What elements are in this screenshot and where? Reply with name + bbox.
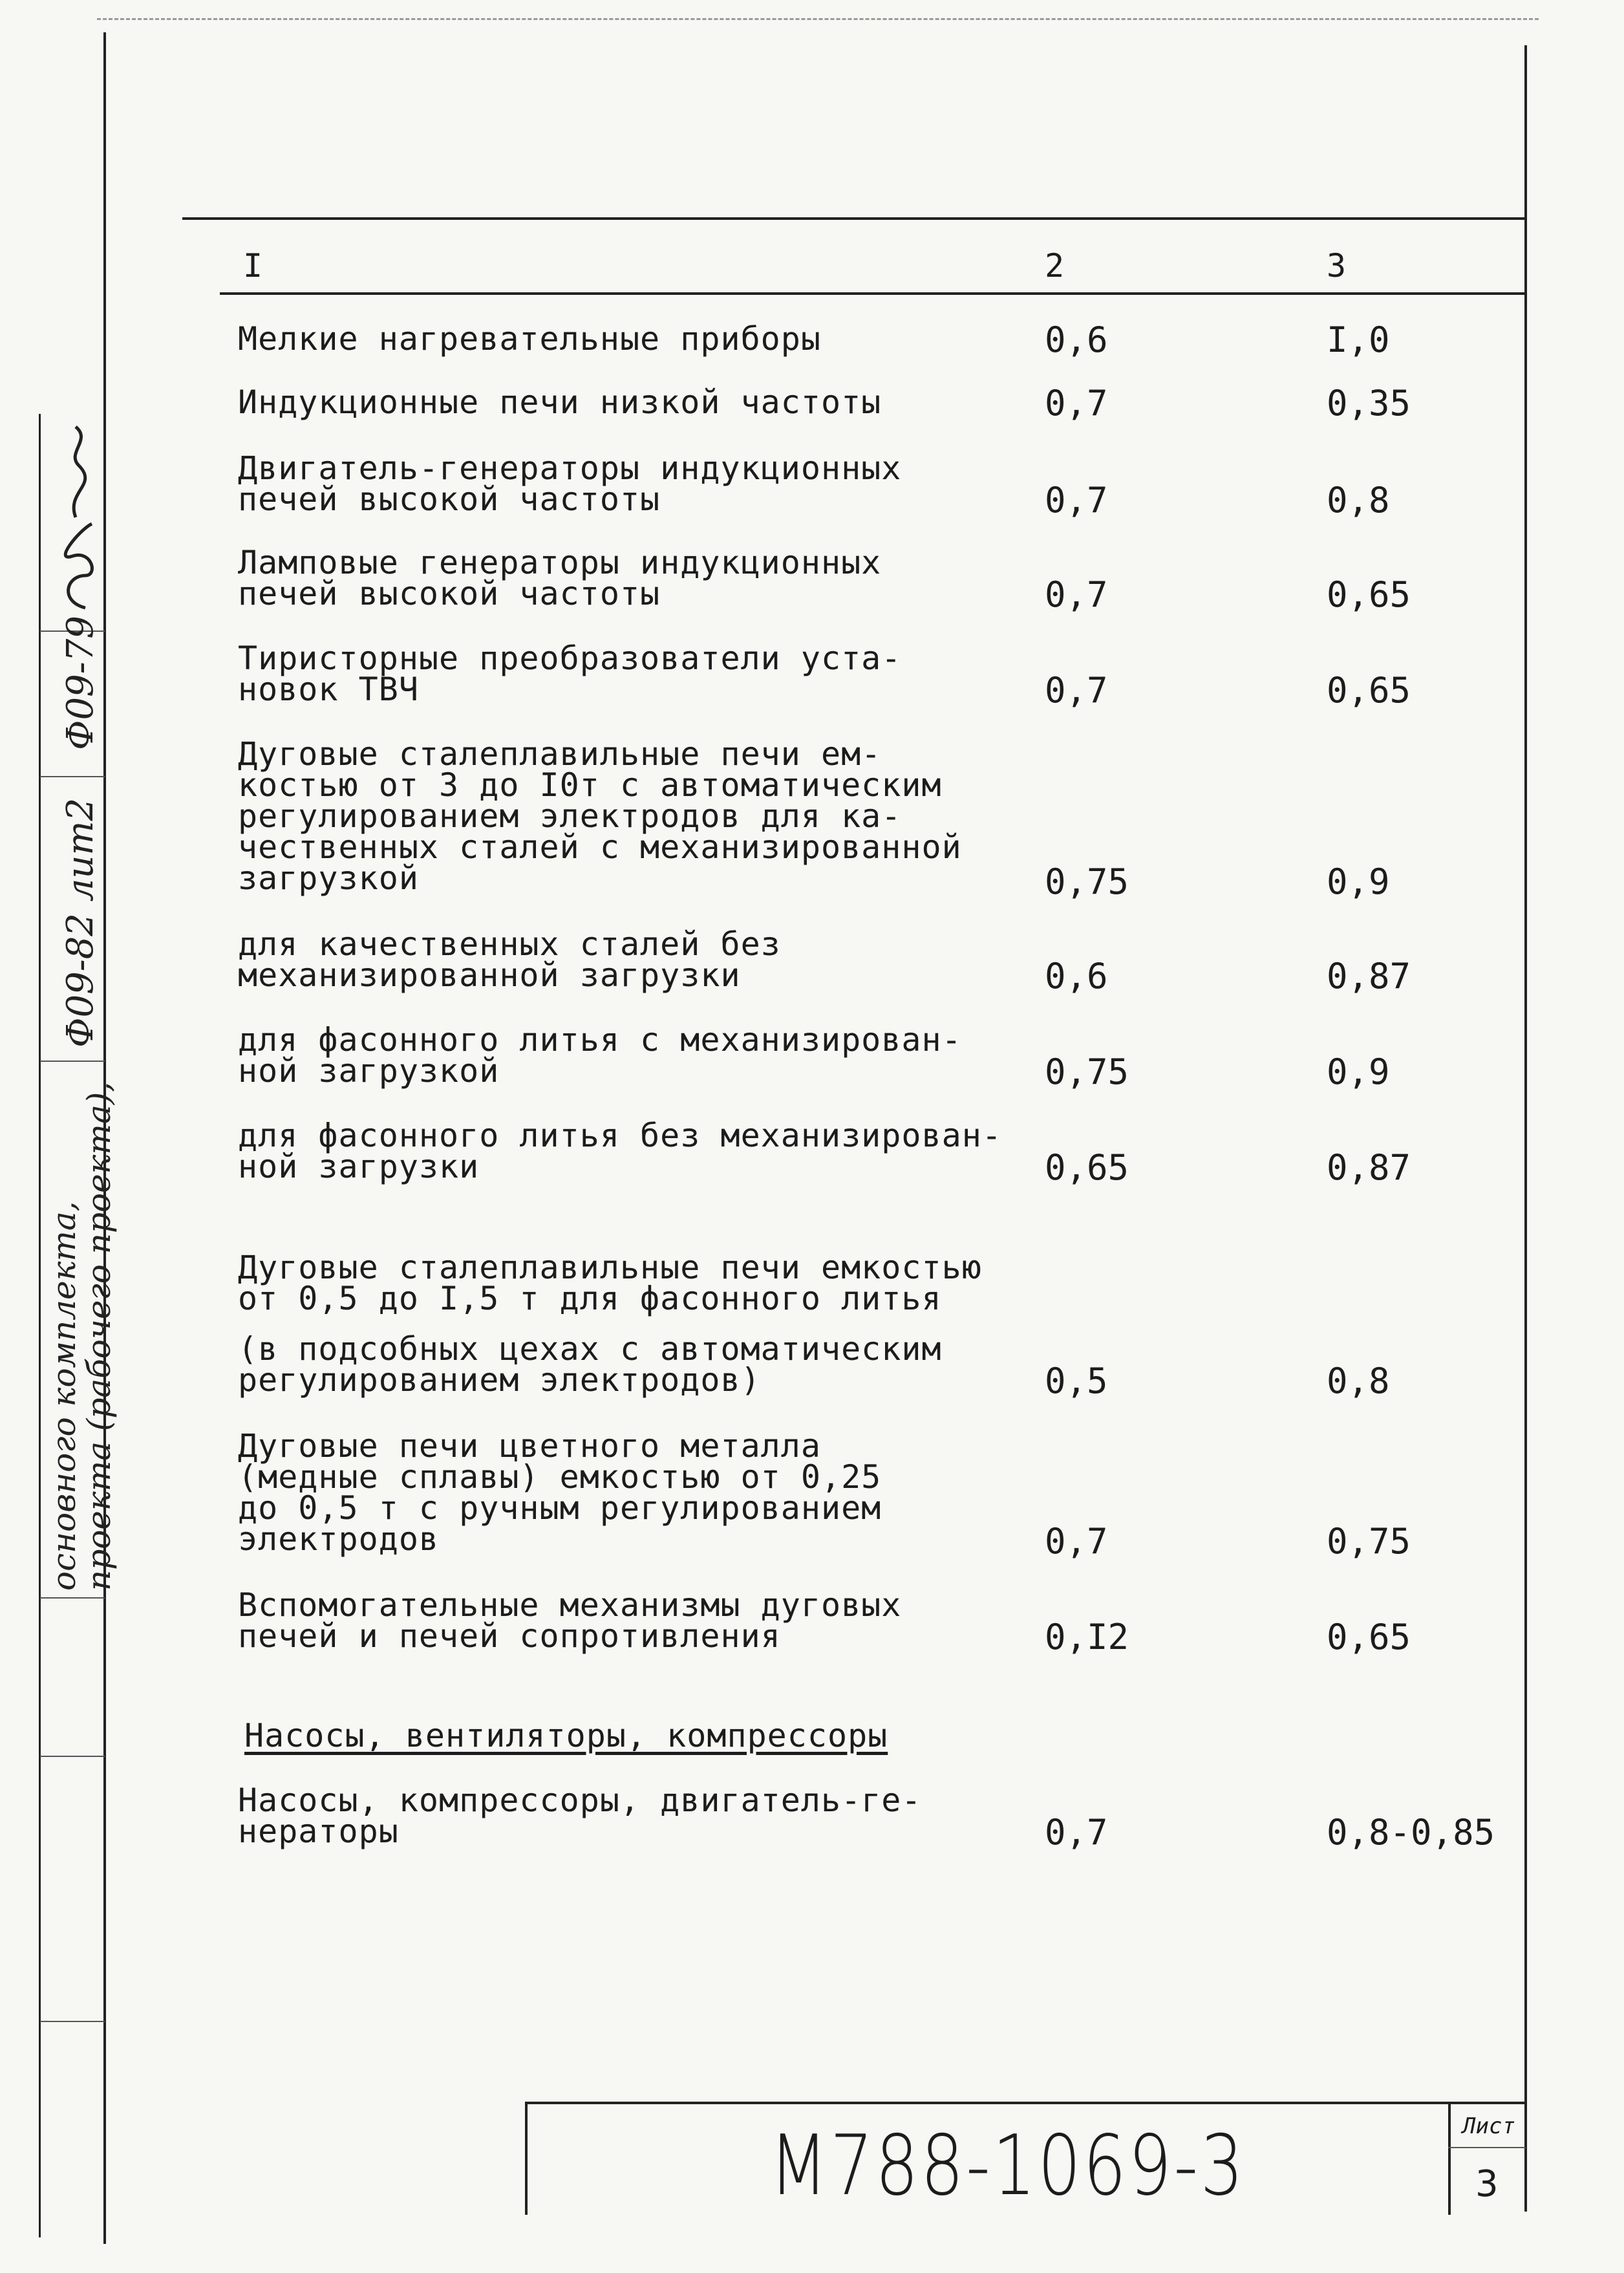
- margin-divider: [40, 776, 105, 777]
- table-top-line: [182, 217, 1526, 220]
- row-value-col2: 0,7: [1045, 1812, 1108, 1853]
- row-value-col3: I,0: [1327, 319, 1390, 360]
- row-value-col2: 0,75: [1045, 861, 1129, 902]
- row-value-col3: 0,8-0,85: [1327, 1812, 1495, 1853]
- row-value-col3: 0,75: [1327, 1521, 1411, 1562]
- margin-divider: [40, 1597, 105, 1599]
- sheet-label: Лист: [1462, 2113, 1515, 2139]
- margin-divider: [40, 1061, 105, 1062]
- row-description: Ламповые генераторы индукционных печей высокой частоты: [238, 544, 882, 612]
- row-value-col3: 0,35: [1327, 383, 1411, 424]
- side-ref-f09-82: Ф09-82 лит2: [59, 797, 102, 1048]
- row-value-col3: 0,87: [1327, 1147, 1411, 1188]
- margin-divider: [40, 2021, 105, 2022]
- row-value-col2: 0,75: [1045, 1051, 1129, 1092]
- sheet-number: 3: [1475, 2163, 1499, 2205]
- header-separator-line: [220, 292, 1526, 295]
- row-description: Дуговые сталеплавильные печи ем- костью от 3 до I0т с автоматическим регулированием электродов для ка- чественных сталей с механизированной загрузкой: [238, 735, 962, 897]
- row-description: для фасонного литья с механизирован- ной загрузкой: [238, 1021, 962, 1090]
- section-title-pumps: Насосы, вентиляторы, компрессоры: [244, 1717, 888, 1754]
- row-value-col2: 0,5: [1045, 1361, 1108, 1401]
- row-value-col2: 0,65: [1045, 1147, 1129, 1188]
- row-description: Тиристорные преобразователи уста- новок ТВЧ: [238, 640, 902, 708]
- stamp-left-line: [525, 2102, 528, 2215]
- side-ref-f09-79: Ф09-79: [59, 616, 102, 750]
- row-value-col2: 0,7: [1045, 480, 1108, 521]
- row-description: для качественных сталей без механизированной загрузки: [238, 925, 781, 994]
- row-value-col3: 0,9: [1327, 861, 1390, 902]
- margin-divider: [40, 1756, 105, 1757]
- row-description: Вспомогательные механизмы дуговых печей и печей сопротивления: [238, 1586, 902, 1655]
- row-description: (в подсобных цехах с автоматическим регулированием электродов): [238, 1330, 942, 1399]
- row-description: Двигатель-генераторы индукционных печей высокой частоты: [238, 449, 902, 518]
- row-value-col3: 0,65: [1327, 1617, 1411, 1657]
- row-value-col2: 0,I2: [1045, 1617, 1129, 1657]
- stamp-top-line: [525, 2102, 1526, 2104]
- row-value-col2: 0,6: [1045, 956, 1108, 996]
- side-note-line1: основного комплекта,: [45, 1201, 83, 1591]
- row-description: Мелкие нагревательные приборы: [238, 320, 821, 358]
- signature-icon: [40, 414, 105, 621]
- row-value-col2: 0,7: [1045, 1521, 1108, 1562]
- stamp-sheet-divider: [1448, 2147, 1526, 2148]
- row-description: Индукционные печи низкой частоты: [238, 383, 882, 421]
- row-value-col3: 0,65: [1327, 670, 1411, 711]
- document-code: М788-1069-3: [769, 2118, 1246, 2214]
- row-value-col3: 0,8: [1327, 480, 1390, 521]
- column-header-2: 2: [1045, 247, 1065, 285]
- row-value-col3: 0,87: [1327, 956, 1411, 996]
- row-value-col2: 0,7: [1045, 383, 1108, 424]
- column-header-1: I: [243, 247, 263, 285]
- side-note-line2: проекта (рабочего проекта),: [80, 1081, 118, 1591]
- row-description: Дуговые печи цветного металла (медные сплавы) емкостью от 0,25 до 0,5 т с ручным регулированием электродов: [238, 1427, 882, 1558]
- top-edge-line: [97, 18, 1539, 20]
- row-value-col2: 0,7: [1045, 574, 1108, 615]
- row-value-col3: 0,9: [1327, 1051, 1390, 1092]
- margin-strip-line: [39, 414, 41, 2237]
- row-description: для фасонного литья без механизирован- ной загрузки: [238, 1117, 1002, 1185]
- row-value-col2: 0,6: [1045, 319, 1108, 360]
- row-value-col3: 0,8: [1327, 1361, 1390, 1401]
- row-value-col2: 0,7: [1045, 670, 1108, 711]
- column-header-3: 3: [1327, 247, 1347, 285]
- right-frame-line: [1524, 45, 1527, 2212]
- row-description: Насосы, компрессоры, двигатель-ге- нераторы: [238, 1782, 922, 1850]
- row-description: Дуговые сталеплавильные печи емкостью от 0,5 до I,5 т для фасонного литья: [238, 1249, 982, 1317]
- row-value-col3: 0,65: [1327, 574, 1411, 615]
- stamp-divider-line: [1448, 2102, 1451, 2215]
